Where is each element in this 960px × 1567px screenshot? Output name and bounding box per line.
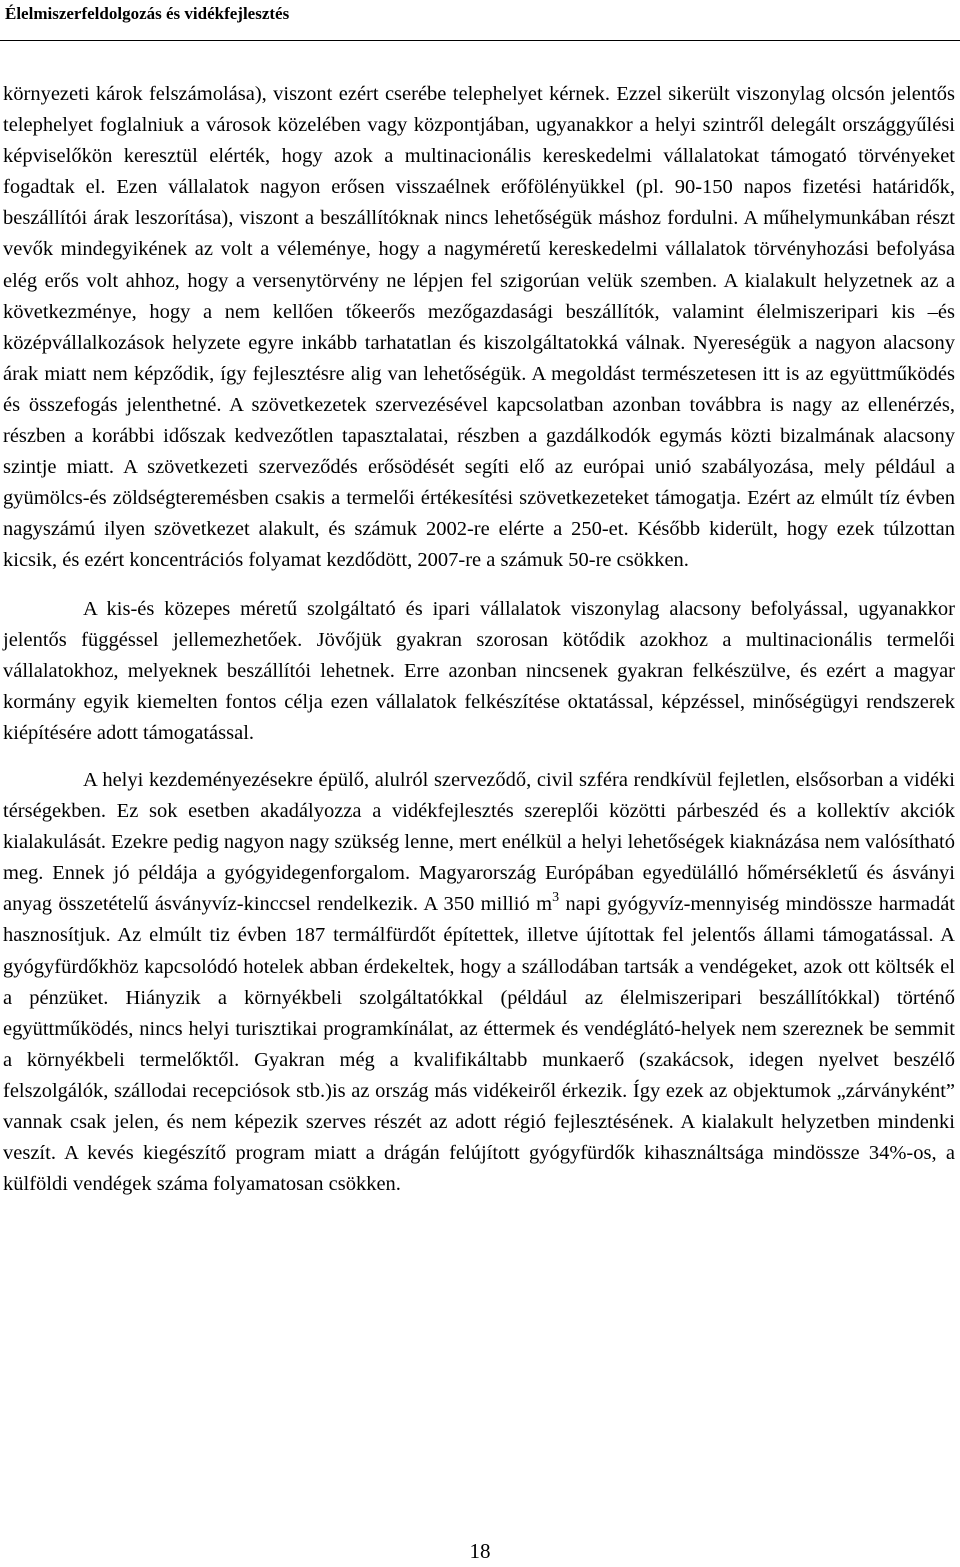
paragraph-1: környezeti károk felszámolása), viszont ezért cserébe telephelyet kérnek. Ezzel sikerült viszonylag olcsón jelentős telephelyet foglalniuk a városok közelében vagy központjában, ugyanakkor a helyi szintről delegált országgyűlési képviselőkön keresztül elérték, hogy azok a multinacionális kereskedelmi vállalatokat támogató törvényeket fogadtak el. Ezen vállalatok nagyon erősen visszaélnek erőfölényükkel (pl. 90-150 napos fizetési határidők, beszállítói árak leszorítása), viszont a beszállítóknak nincs lehetőségük máshoz fordulni. A műhelymunkában részt vevők mindegyikének az volt a véleménye, hogy a nagyméretű kereskedelmi vállalatok törvényhozási befolyása elég erős volt ahhoz, hogy a versenytörvény ne lépjen fel szigorúan velük szemben. A kialakult helyzetnek az a következménye, hogy a nem kellően tőkeerős mezőgazdasági beszállítók, valamint élelmiszeripari kis –és középvállalkozások helyzete egyre inkább tarhatatlan és kiszolgáltatokká válnak. Nyereségük a nagyon alacsony árak miatt nem képződik, így fejlesztésre alig van lehetőségük. A megoldást természetesen itt is az együttműködés és összefogás jelenthetné. A szövetkezetek szervezésével kapcsolatban azonban továbbra is nagy az ellenérzés, részben a korábbi időszak kedvezőtlen tapasztalatai, részben a gazdálkodók egymás közti bizalmának alacsony szintje miatt. A szövetkezeti szerveződés erősödését segíti elő az európai unió szabályozása, mely például a gyümölcs-és zöldségteremésben csakis a termelői értékesítési szövetkezeteket támogatja. Ezért az elmúlt tíz évben nagyszámú ilyen szövetkezet alakult, és számuk 2002-re elérte a 250-et. Később kiderült, hogy ezek túlzottan kicsik, és ezért koncentrációs folyamat kezdődött, 2007-re a számuk 50-re csökken.: [3, 83, 955, 572]
running-header-title: Élelmiszerfeldolgozás és vidékfejlesztés: [5, 4, 290, 23]
page-number: 18: [469, 1539, 491, 1563]
paragraph-3-part-2: napi gyógyvíz-mennyiség mindössze harmadát hasznosítjuk. Az elmúlt tiz évben 187 termálfürdőt építettek, illetve újítottak fel jelentős állami támogatással. A gyógyfürdőkhöz kapcsolódó hotelek abban érdekeltek, hogy a szállodában tartsák a vendégeket, azok ott költsék el a pénzüket. Hiányzik a környékbeli szolgáltatókkal (például az élelmiszeripari beszállítókkal) történő együttműködés, nincs helyi turisztikai programkínálat, az éttermek és vendéglátó-helyek nem szereznek be semmit a környékbeli termelőktől. Gyakran még a kvalifikáltabb munkaerő (szakácsok, idegen nyelvet beszélő felszolgálók, szállodai recepciósok stb.)is az ország más vidékeiről érkezik. Így ezek az objektumok „zárványként” vannak csak jelen, és nem képezik szerves részét az adott régió fejlesztésének. A kialakult helyzetben mindenki veszít. A kevés kiegészítő program miatt a drágán felújított gyógyfürdők kihasználtsága mindössze 34%-os, a külföldi vendégek száma folyamatosan csökken.: [3, 893, 955, 1196]
body-text: [3, 79, 955, 1200]
header-divider: [0, 40, 960, 41]
paragraph-2: A kis-és közepes méretű szolgáltató és ipari vállalatok viszonylag alacsony befolyással, ugyanakkor jelentős függéssel jellemezhetőek. Jövőjük gyakran szorosan kötődik azokhoz a multinacionális termelői vállalatokhoz, melyeknek beszállítói lehetnek. Erre azonban nincsenek gyakran felkészülve, és ezért a magyar kormány egyik kiemelten fontos célja ezen vállalatok felkészítése oktatással, képzéssel, minőségügyi rendszerek kiépítésére adott támogatással.: [3, 597, 955, 744]
paragraph-3: [3, 765, 955, 1200]
paragraph-3-part-1: A helyi kezdeményezésekre épülő, alulról szerveződő, civil szféra rendkívül fejletlen, elsősorban a vidéki térségekben. Ez sok esetben akadályozza a vidékfejlesztés szereplői közötti párbeszéd és a kollektív akciók kialakulását. Ezekre pedig nagyon nagy szükség lenne, mert enélkül a helyi lehetőségek kiaknázása nem valósítható meg. Ennek jó példája a gyógyidegenforgalom. Magyarország Európában egyedülálló hőmérsékletű és ásványi anyag összetételű ásványvíz-kinccsel rendelkezik. A 350 millió m: [3, 768, 955, 916]
cubic-superscript: 3: [552, 890, 560, 906]
